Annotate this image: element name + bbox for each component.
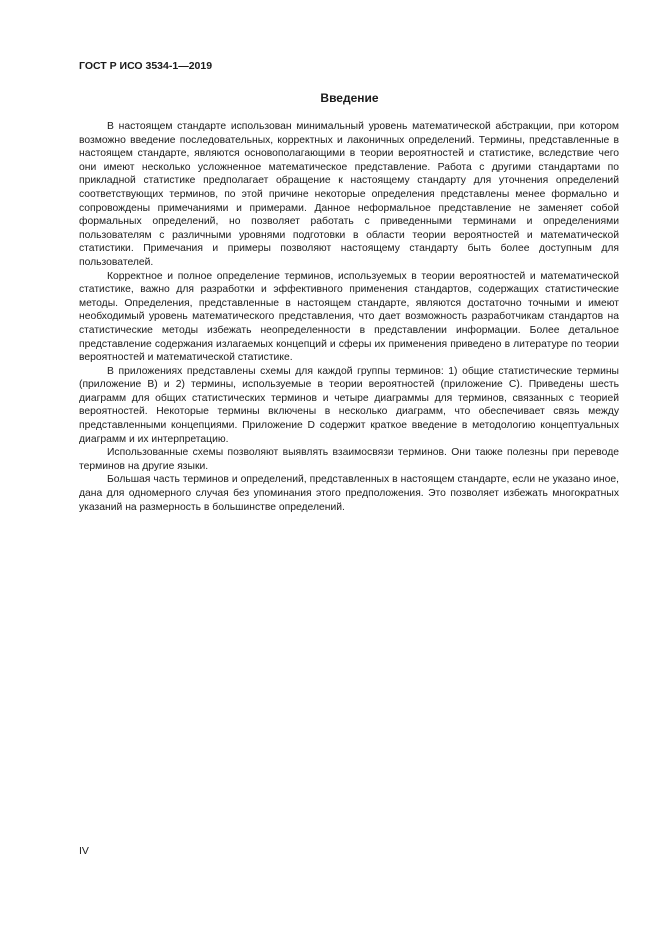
paragraph: Корректное и полное определение терминов, используемых в теории вероятностей и математической статистике, важно для разработки и эффективного применения стандартов, содержащих статистические методы. Определения, представленные в настоящем стандарте, являются достаточно точными и имеют необходимый уровень математического представления, что дает возможность разработчикам стандартов на статистические методы избежать неопределенности в представлении информации. Более детальное представление содержания излагаемых концепций и сферы их применения приведено в литературе по теории вероятностей и математической статистике. <box>79 270 619 364</box>
paragraph: В приложениях представлены схемы для каждой группы терминов: 1) общие статистические термины (приложение B) и 2) термины, используемые в теории вероятностей (приложение C). Приведены шесть диаграмм для общих статистических терминов и четыре диаграммы для терминов, связанных с теорией вероятностей. Некоторые термины включены в несколько диаграмм, что обеспечивает связь между представленными концепциями. Приложение D содержит краткое введение в методологию концептуальных диаграмм и их интерпретацию. <box>79 365 619 445</box>
page-number: IV <box>79 845 89 857</box>
section-title: Введение <box>320 91 379 105</box>
paragraph: Использованные схемы позволяют выявлять взаимосвязи терминов. Они также полезны при переводе терминов на другие языки. <box>79 447 619 472</box>
paragraph: В настоящем стандарте использован минимальный уровень математической абстракции, при котором возможно введение последовательных, корректных и лаконичных определений. Термины, представленные в настоящем стандарте, являются основополагающими в теории вероятностей и статистике, вследствие чего они имеют несколько усложненное математическое представление. Работа с другими стандартами по прикладной статистике предполагает обращение к настоящему стандарту для уточнения определений соответствующих терминов, по этой причине некоторые определения представлены менее формально и сопровождены примечаниями и примерами. Данное неформальное представление не заменяет собой формальных определений, но позволяет работать с приведенными терминами и определениями пользователям с различными уровнями подготовки в области теории вероятностей и математической статистики. Примечания и примеры позволяют настоящему стандарту быть более доступным для пользователей. <box>79 121 619 268</box>
paragraph: Большая часть терминов и определений, представленных в настоящем стандарте, если не указано иное, дана для одномерного случая без упоминания этого предположения. Это позволяет избежать многократных указаний на размерность в большинстве определений. <box>79 474 619 513</box>
standard-designation: ГОСТ Р ИСО 3534-1—2019 <box>79 60 213 72</box>
document-body <box>79 120 619 514</box>
